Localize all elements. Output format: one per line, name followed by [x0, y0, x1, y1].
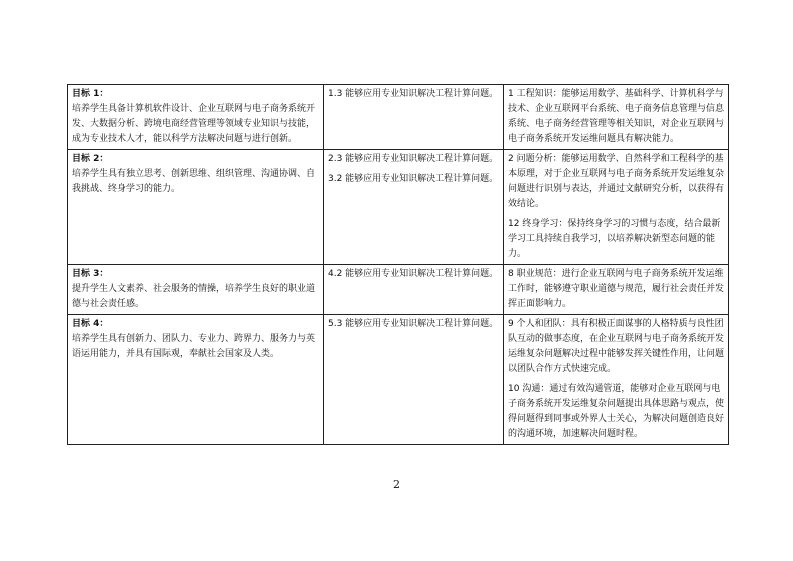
indicator-text: 3.2 能够应用专业知识解决工程计算问题。: [328, 174, 499, 184]
table-row: [68, 85, 729, 150]
indicator-text: 4.2 能够应用专业知识解决工程计算问题。: [328, 269, 499, 279]
ability-cell: [504, 85, 729, 150]
indicator-cell: [324, 265, 504, 315]
goal-cell: [68, 150, 324, 265]
indicator-cell: [324, 150, 504, 265]
goal-text: 培养学生具备计算机软件设计、企业互联网与电子商务系统开发、大数据分析、跨境电商经营管理等领域专业知识与技能，成为专业技术人才，能以科学方法解决问题与进行创新。: [72, 104, 316, 144]
goal-title: 目标 1：: [72, 89, 109, 99]
goal-cell: [68, 265, 324, 315]
ability-text: 12 终身学习：保持终身学习的习惯与态度，结合最新学习工具持续自我学习，以培养解决新型态问题的能力。: [508, 219, 721, 259]
ability-text: 8 职业规范：进行企业互联网与电子商务系统开发运维工作时，能够遵守职业道德与规范，履行社会责任并发挥正面影响力。: [508, 269, 725, 309]
ability-cell: [504, 315, 729, 445]
indicator-text: 1.3 能够应用专业知识解决工程计算问题。: [328, 89, 499, 99]
goal-text: 提升学生人文素养、社会服务的情操，培养学生良好的职业道德与社会责任感。: [72, 284, 316, 309]
table-row: [68, 315, 729, 445]
goal-text: 培养学生具有创新力、团队力、专业力、跨界力、服务力与英语运用能力，并具有国际观，奉献社会国家及人类。: [72, 334, 316, 359]
ability-text: 9 个人和团队：具有积极正面谋事的人格特质与良性团队互动的做事态度，在企业互联网与电子商务系统开发运维复杂问题解决过程中能够发挥关键性作用，让问题以团队合作方式快速完成。: [508, 319, 725, 374]
goal-cell: [68, 85, 324, 150]
table-row: [68, 265, 729, 315]
table-row: [68, 150, 729, 265]
goal-text: 培养学生具有独立思考、创新思维、组织管理、沟通协调、自我挑战、终身学习的能力。: [72, 169, 316, 194]
goal-title: 目标 3：: [72, 269, 109, 279]
goal-cell: [68, 315, 324, 445]
ability-text: 1 工程知识：能够运用数学、基础科学、计算机科学与技术、企业互联网平台系统、电子商务信息管理与信息系统、电子商务经营管理等相关知识，对企业互联网与电子商务系统开发运维问题具有解决能力。: [508, 89, 725, 144]
goals-table: [67, 84, 729, 445]
indicator-cell: [324, 315, 504, 445]
indicator-text: 2.3 能够应用专业知识解决工程计算问题。: [328, 154, 499, 164]
indicator-text: 5.3 能够应用专业知识解决工程计算问题。: [328, 319, 499, 329]
goal-title: 目标 4：: [72, 319, 109, 329]
ability-text: 2 问题分析：能够运用数学、自然科学和工程科学的基本原理，对于企业互联网与电子商务系统开发运维复杂问题进行识别与表达，并通过文献研究分析，以获得有效结论。: [508, 154, 725, 209]
goals-table-body: [68, 85, 729, 445]
goal-title: 目标 2：: [72, 154, 109, 164]
ability-cell: [504, 265, 729, 315]
indicator-cell: [324, 85, 504, 150]
ability-text: 10 沟通：通过有效沟通管道，能够对企业互联网与电子商务系统开发运维复杂问题提出具体思路与观点，使得问题得到同事或外界人士关心，为解决问题创造良好的沟通环境，加速解决问题时程。: [508, 384, 725, 439]
page-number: 2: [393, 478, 400, 491]
ability-cell: [504, 150, 729, 265]
